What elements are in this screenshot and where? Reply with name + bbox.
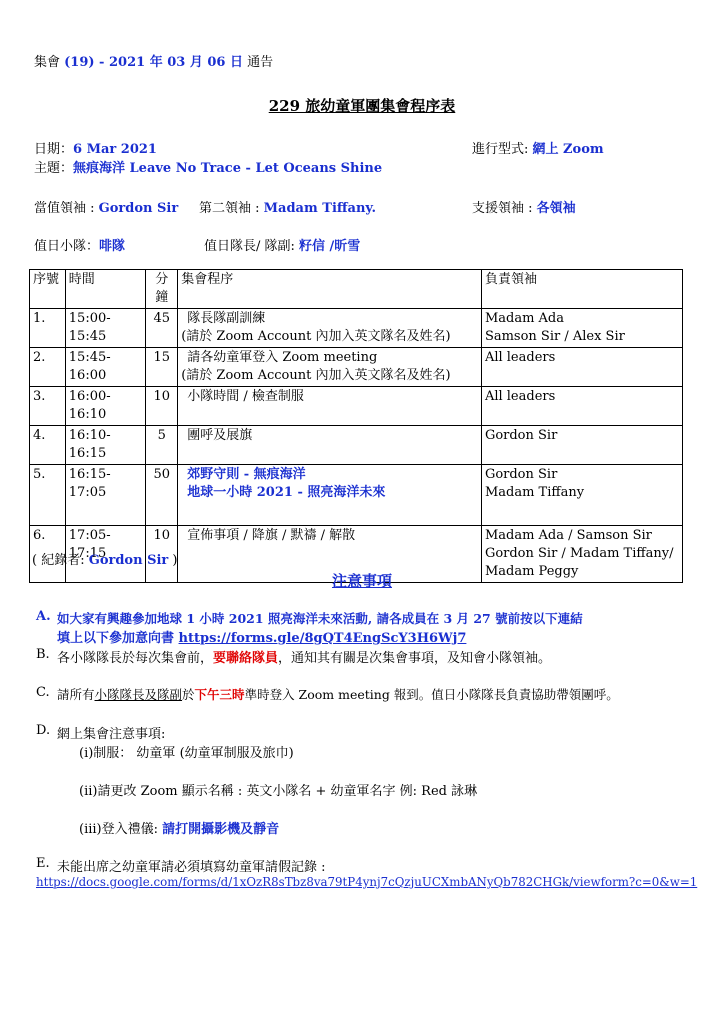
note-c-pre: 請所有 (57, 687, 95, 702)
programme-line-1: 小隊時間 / 檢查制服 (187, 389, 304, 404)
row-minutes: 5 (146, 426, 178, 465)
support-leader-label: 支援領袖 : (472, 201, 537, 216)
header-no: 序號 (30, 270, 66, 309)
row-no: 3. (30, 387, 66, 426)
second-leader-line (199, 197, 376, 216)
row-programme (178, 465, 482, 526)
header-minutes: 分鐘 (146, 270, 178, 309)
note-d-iii-highlight: 請打開攝影機及靜音 (162, 822, 280, 837)
duty-sixer-label: 值日隊長/ 隊副: (204, 239, 300, 254)
note-d-item-iii (79, 818, 279, 837)
header-time: 時間 (65, 270, 146, 309)
leader-line-1: Gordon Sir (484, 428, 558, 443)
note-b-highlight: 要聯絡隊員 (213, 651, 279, 666)
table-row (30, 426, 683, 465)
note-a-link[interactable]: https://forms.gle/8gQT4EngScY3H6Wj7 (178, 631, 467, 646)
duty-leader-line (34, 197, 178, 216)
date-label: 日期： (34, 142, 74, 157)
programme-line-1: 隊長隊副訓練 (187, 311, 266, 326)
second-leader-value: Madam Tiffany. (263, 201, 377, 216)
page-title: 229 旅幼童軍團集會程序表 (268, 97, 456, 115)
theme-label: 主題： (34, 161, 74, 176)
row-programme (178, 309, 482, 348)
note-e-link[interactable]: https://docs.google.com/forms/d/1xOzR8sTbz8va79tP4ynj7cQzjuUCXmbANyQb782CHGk/viewform?c=0&w=1 (36, 875, 698, 889)
leader-line-2: Samson Sir / Alex Sir (484, 329, 625, 344)
leader-line-3: Madam Peggy (484, 564, 579, 579)
programme-line-1: 團呼及展旗 (187, 428, 253, 443)
note-c-highlight: 下午三時 (194, 687, 245, 702)
duty-sixer-line (204, 235, 360, 254)
row-no: 1. (30, 309, 66, 348)
note-a-line-1: 如大家有興趣參加地球 1 小時 2021 照亮海洋未來活動, 請各成員在 3 月 27 號前按以下連結 (57, 611, 583, 626)
note-b-text (57, 647, 551, 666)
row-time: 17:05-17:15 (65, 526, 146, 583)
row-minutes: 10 (146, 387, 178, 426)
row-time: 16:15-17:05 (65, 465, 146, 526)
table-row (30, 387, 683, 426)
note-d-item-i: (i)制服： 幼童軍 (幼童軍制服及旅巾) (79, 746, 294, 761)
row-time: 15:45-16:00 (65, 348, 146, 387)
second-leader-label: 第二領袖 : (199, 201, 264, 216)
row-programme (178, 348, 482, 387)
row-minutes: 10 (146, 526, 178, 583)
leader-line-1: Madam Ada (484, 311, 564, 326)
header-programme: 集會程序 (178, 270, 482, 309)
row-time: 16:00-16:10 (65, 387, 146, 426)
note-c-mid: 於 (182, 687, 195, 702)
notice-prefix: 集會 (34, 55, 65, 70)
leader-line-2: Madam Tiffany (484, 485, 585, 500)
duty-six-line (34, 235, 125, 254)
leader-line-1: Gordon Sir (484, 467, 558, 482)
programme-line-1: 郊野守則 - 無痕海洋 (187, 467, 306, 482)
programme-line-1: 宣佈事項 / 降旗 / 默禱 / 解散 (187, 528, 356, 543)
note-c-post: 準時登入 Zoom meeting 報到。值日小隊隊長負責協助帶領團呼。 (244, 687, 619, 702)
support-leader-value: 各領袖 (536, 201, 576, 216)
recorder-prefix: ( 紀錄者: (32, 553, 89, 568)
row-leader (481, 348, 682, 387)
row-time: 15:00-15:45 (65, 309, 146, 348)
row-minutes: 50 (146, 465, 178, 526)
recorder-name: Gordon Sir (88, 553, 169, 568)
leader-line-2: Gordon Sir / Madam Tiffany/ (484, 546, 674, 561)
duty-six-label: 值日小隊： (34, 239, 100, 254)
mode-value: 網上 Zoom (532, 142, 604, 157)
theme-value: 無痕海洋 Leave No Trace - Let Oceans Shine (73, 161, 383, 176)
row-minutes: 45 (146, 309, 178, 348)
programme-line-2: (請於 Zoom Account 內加入英文隊名及姓名) (181, 368, 451, 383)
note-c-marker: C. (36, 685, 50, 700)
note-a-marker: A. (36, 609, 51, 624)
table-row (30, 465, 683, 526)
duty-leader-label: 當值領袖 : (34, 201, 99, 216)
table-header-row (30, 270, 683, 309)
leader-line-1: Madam Ada / Samson Sir (484, 528, 652, 543)
row-programme (178, 387, 482, 426)
note-b-post: ，通知其有關是次集會事項，及知會小隊領袖。 (278, 651, 552, 666)
programme-line-2: 地球一小時 2021 - 照亮海洋未來 (187, 485, 386, 500)
note-d-item-ii: (ii)請更改 Zoom 顯示名稱 : 英文小隊名 + 幼童軍名字 例: Red 詠琳 (79, 784, 478, 799)
row-no: 6. (30, 526, 66, 583)
row-no: 2. (30, 348, 66, 387)
notice-meeting-number: (19) - 2021 年 03 月 06 日 (64, 55, 243, 70)
support-leader-line (472, 197, 576, 216)
notice-suffix: 通告 (242, 55, 274, 70)
date-value: 6 Mar 2021 (73, 142, 157, 157)
note-a-line-2 (57, 627, 466, 646)
row-time: 16:10-16:15 (65, 426, 146, 465)
recorder-suffix: ) (168, 553, 178, 568)
mode-line (472, 138, 604, 157)
note-d-marker: D. (36, 723, 51, 738)
duty-six-value: 啡隊 (99, 239, 126, 254)
theme-line (34, 157, 382, 176)
note-b-marker: B. (36, 647, 50, 662)
row-minutes: 15 (146, 348, 178, 387)
note-e-marker: E. (36, 856, 50, 871)
programme-line-2: (請於 Zoom Account 內加入英文隊名及姓名) (181, 329, 451, 344)
row-no: 4. (30, 426, 66, 465)
schedule-table (29, 269, 683, 583)
note-c-text (57, 685, 619, 703)
notice-line (34, 51, 273, 70)
leader-line-1: All leaders (484, 350, 556, 365)
duty-leader-value: Gordon Sir (98, 201, 179, 216)
recorder-line (32, 549, 177, 568)
duty-sixer-value: 籽信 /昕雪 (299, 239, 361, 254)
note-c-underline: 小隊隊長及隊副 (94, 687, 183, 702)
row-programme (178, 426, 482, 465)
table-row (30, 348, 683, 387)
note-d-title: 網上集會注意事項: (57, 727, 166, 742)
note-b-pre: 各小隊隊長於每次集會前， (57, 651, 214, 666)
table-row (30, 309, 683, 348)
note-e-text: 未能出席之幼童軍請必須填寫幼童軍請假記錄 : (57, 860, 326, 875)
note-a-text: 填上以下參加意向書 (57, 631, 179, 646)
row-leader (481, 426, 682, 465)
programme-line-1: 請各幼童軍登入 Zoom meeting (187, 350, 378, 365)
leader-line-1: All leaders (484, 389, 556, 404)
notes-title: 注意事項 (331, 572, 392, 590)
row-leader (481, 387, 682, 426)
row-no: 5. (30, 465, 66, 526)
header-leader: 負責領袖 (481, 270, 682, 309)
mode-label: 進行型式: (472, 142, 533, 157)
row-leader (481, 309, 682, 348)
row-leader (481, 465, 682, 526)
note-d-iii-pre: (iii)登入禮儀: (79, 822, 163, 837)
date-line (34, 138, 157, 157)
